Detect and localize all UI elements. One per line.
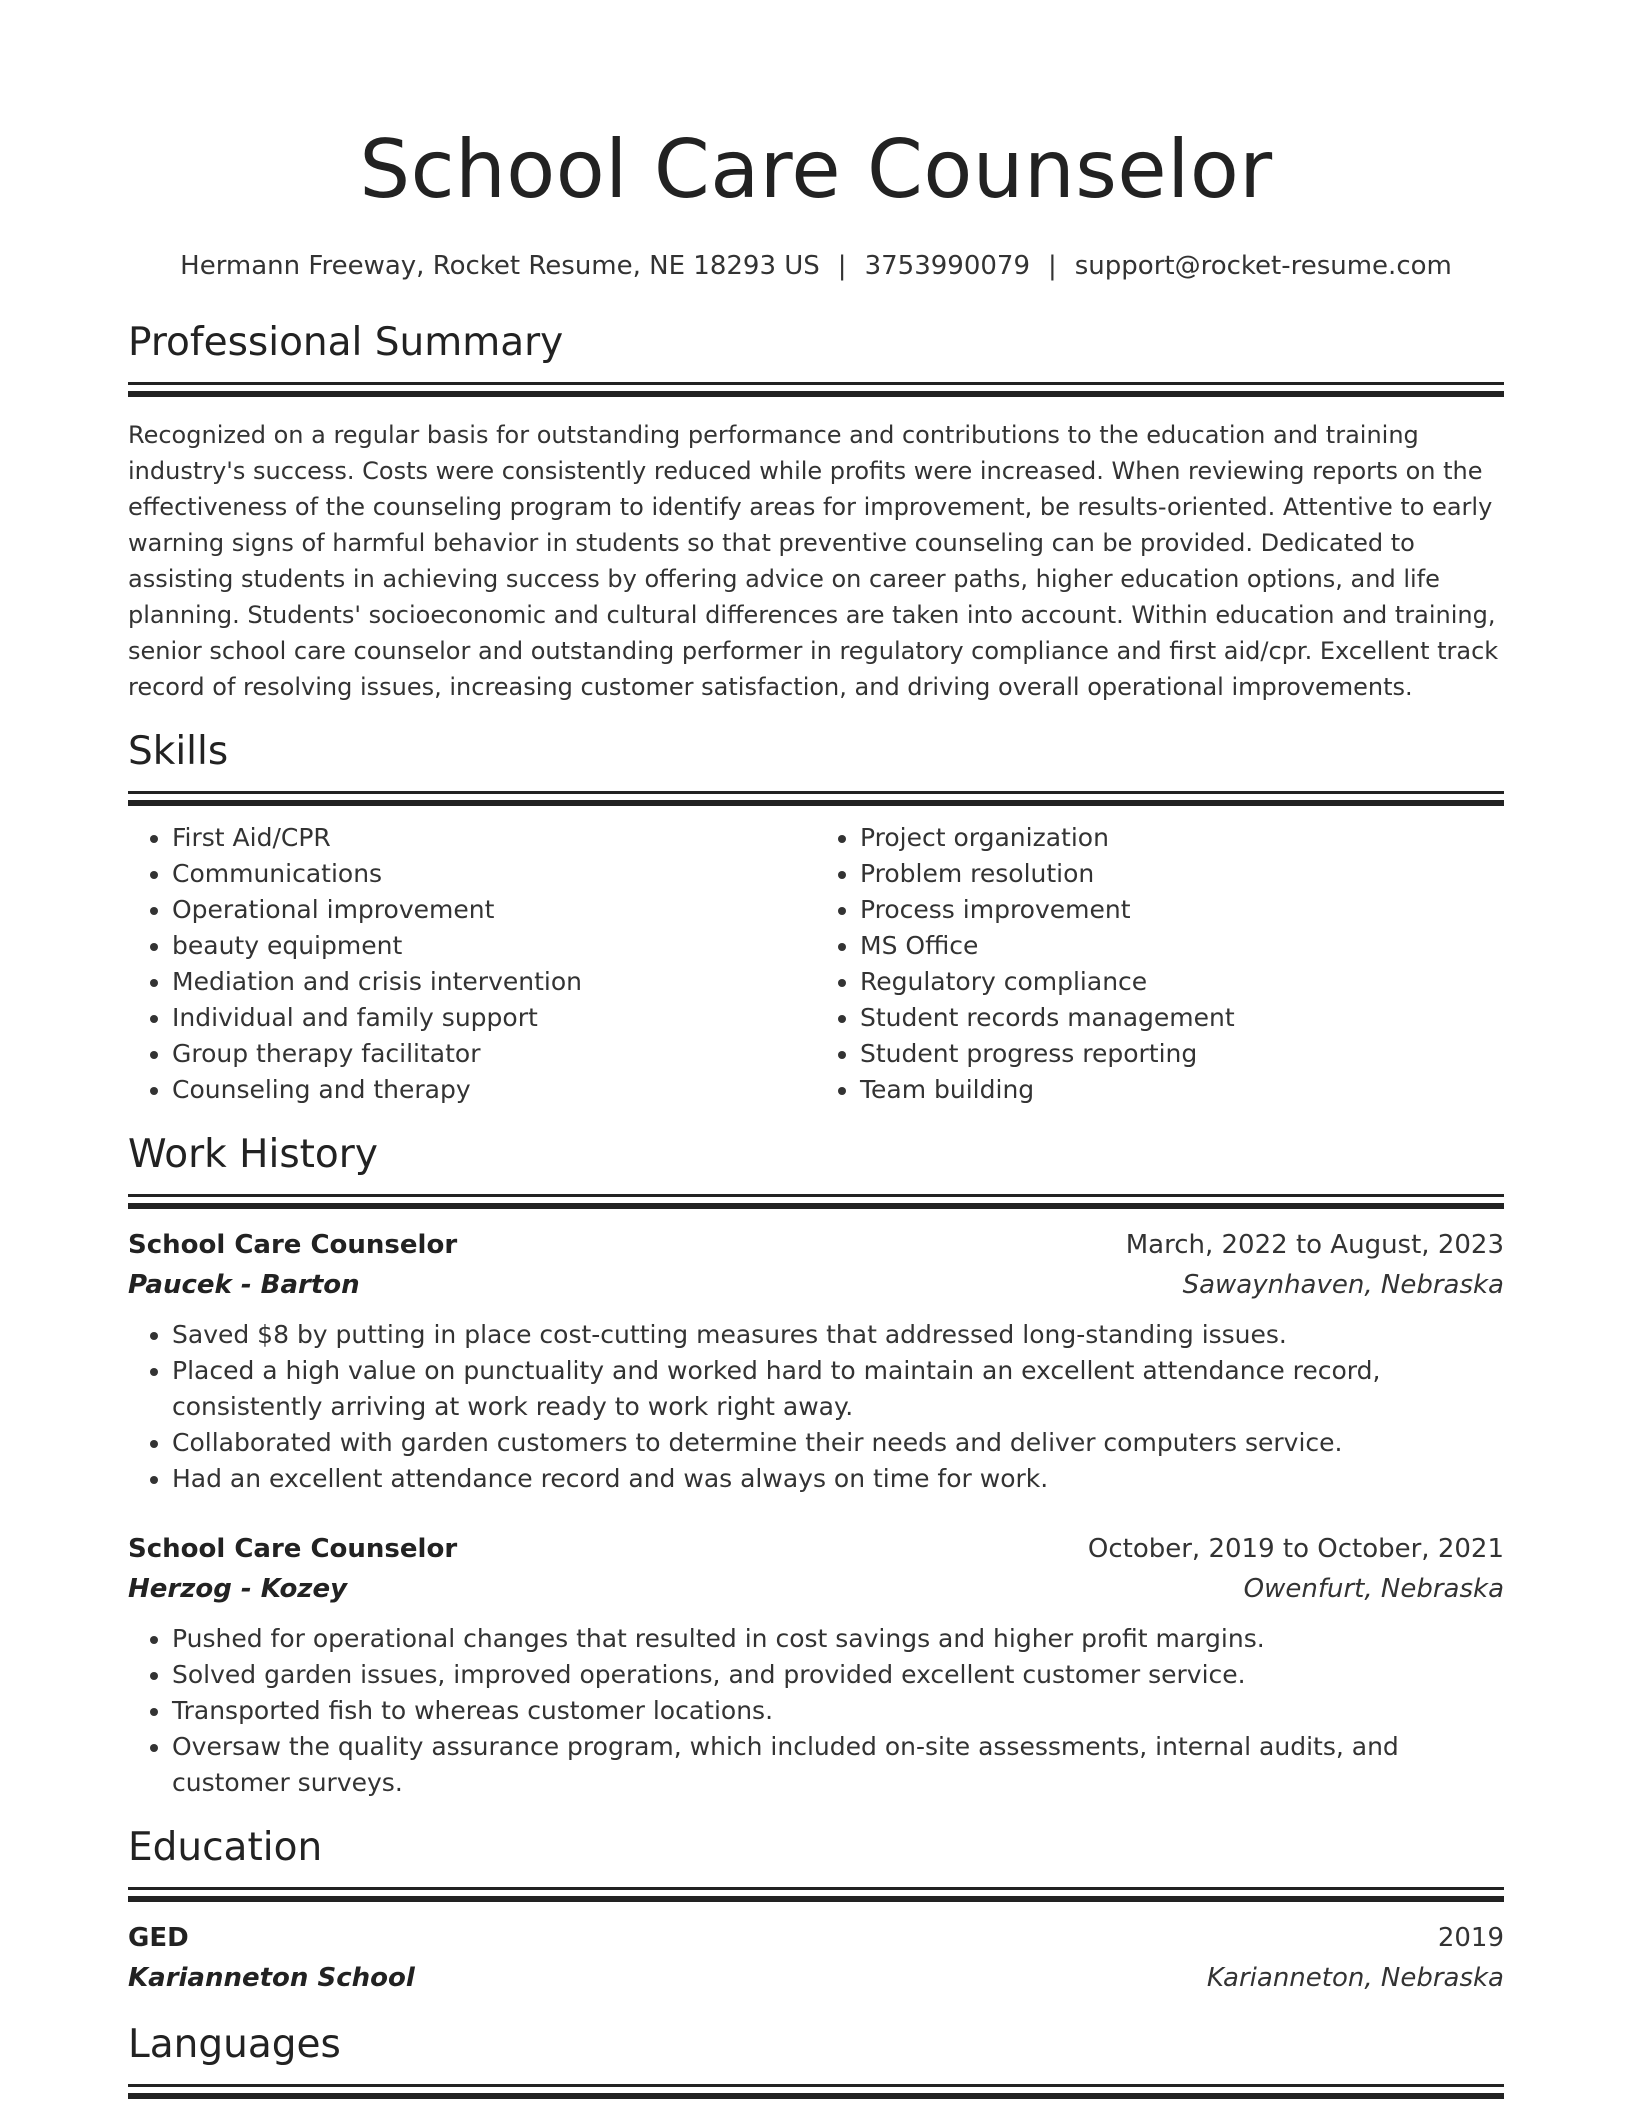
skill-item: • Problem resolution <box>860 856 1504 892</box>
work-section-header <box>128 1130 1504 1209</box>
section-title-skills: Skills <box>128 729 229 774</box>
section-divider <box>128 791 1504 806</box>
job-subheader-row <box>128 1265 1504 1305</box>
job-bullet: • Oversaw the quality assurance program, which included on-site assessments, internal audits, and customer surveys. <box>172 1729 1504 1801</box>
job-dates: March, 2022 to August, 2023 <box>1125 1230 1504 1260</box>
job-entry <box>128 1225 1504 1497</box>
education-location: Karianneton, Nebraska <box>1206 1963 1504 1993</box>
job-bullets <box>128 1621 1504 1801</box>
skill-item: • Individual and family support <box>172 1000 816 1036</box>
summary-section-header <box>128 318 1504 397</box>
skill-item: • Communications <box>172 856 816 892</box>
job-bullet: • Collaborated with garden customers to determine their needs and deliver computers service. <box>172 1425 1504 1461</box>
education-subheader-row <box>128 1958 1504 1998</box>
job-header-row <box>128 1225 1504 1265</box>
section-title-work: Work History <box>128 1132 378 1177</box>
skill-item: • Process improvement <box>860 892 1504 928</box>
job-company: Paucek - Barton <box>128 1270 360 1300</box>
contact-address: Hermann Freeway, Rocket Resume, NE 18293 US <box>180 251 820 281</box>
education-entry <box>128 1918 1504 1998</box>
contact-email: support@rocket-resume.com <box>1074 251 1452 281</box>
contact-separator: | <box>837 251 847 281</box>
section-divider <box>128 1887 1504 1902</box>
resume-title: School Care Counselor <box>359 123 1273 216</box>
skill-item: • Counseling and therapy <box>172 1072 816 1108</box>
skills-section-header <box>128 727 1504 806</box>
skill-item: • Student records management <box>860 1000 1504 1036</box>
skills-column-left <box>128 820 816 1108</box>
section-divider <box>128 382 1504 397</box>
education-school: Karianneton School <box>128 1963 415 1993</box>
skill-item: • beauty equipment <box>172 928 816 964</box>
job-bullet: • Solved garden issues, improved operations, and provided excellent customer service. <box>172 1657 1504 1693</box>
job-title: School Care Counselor <box>128 1230 458 1260</box>
skill-item: • Group therapy facilitator <box>172 1036 816 1072</box>
job-bullet: • Pushed for operational changes that resulted in cost savings and higher profit margins. <box>172 1621 1504 1657</box>
skill-item: • MS Office <box>860 928 1504 964</box>
skill-item: • Team building <box>860 1072 1504 1108</box>
section-title-languages: Languages <box>128 2022 341 2067</box>
section-divider <box>128 1194 1504 1209</box>
job-bullets <box>128 1317 1504 1497</box>
skill-item: • Operational improvement <box>172 892 816 928</box>
section-title-education: Education <box>128 1825 323 1870</box>
skill-item: • Student progress reporting <box>860 1036 1504 1072</box>
job-bullet: • Transported fish to whereas customer locations. <box>172 1693 1504 1729</box>
skill-item: • Regulatory compliance <box>860 964 1504 1000</box>
skill-item: • Project organization <box>860 820 1504 856</box>
skill-item: • Mediation and crisis intervention <box>172 964 816 1000</box>
job-bullet: • Saved $8 by putting in place cost-cutting measures that addressed long-standing issues. <box>172 1317 1504 1353</box>
summary-text: Recognized on a regular basis for outstanding performance and contributions to the education and training industry's success. Costs were consistently reduced while profits were increased. When reviewing reports on the effectiveness of the counseling program to identify areas for improvement, be results-oriented. Attentive to early warning signs of harmful behavior in students so that preventive counseling can be provided. Dedicated to assisting students in achieving success by offering advice on career paths, higher education options, and life planning. Students' socioeconomic and cultural differences are taken into account. Within education and training, senior school care counselor and outstanding performer in regulatory compliance and first aid/cpr. Excellent track record of resolving issues, increasing customer satisfaction, and driving overall operational improvements. <box>128 421 1499 701</box>
job-title: School Care Counselor <box>128 1534 458 1564</box>
section-divider <box>128 2084 1504 2099</box>
job-subheader-row <box>128 1569 1504 1609</box>
education-section-header <box>128 1823 1504 1902</box>
education-header-row <box>128 1918 1504 1958</box>
job-dates: October, 2019 to October, 2021 <box>1087 1534 1504 1564</box>
job-location: Sawaynhaven, Nebraska <box>1182 1270 1504 1300</box>
education-degree: GED <box>128 1923 189 1953</box>
skill-item: • First Aid/CPR <box>172 820 816 856</box>
section-title-summary: Professional Summary <box>128 320 564 365</box>
contact-separator: | <box>1047 251 1057 281</box>
skills-column-right <box>816 820 1504 1108</box>
job-company: Herzog - Kozey <box>128 1574 348 1604</box>
contact-phone: 3753990079 <box>864 251 1030 281</box>
job-location: Owenfurt, Nebraska <box>1243 1574 1504 1604</box>
job-bullet: • Had an excellent attendance record and was always on time for work. <box>172 1461 1504 1497</box>
job-header-row <box>128 1529 1504 1569</box>
education-year: 2019 <box>1437 1923 1504 1953</box>
languages-section-header <box>128 2020 1504 2099</box>
job-bullet: • Placed a high value on punctuality and worked hard to maintain an excellent attendance record, consistently arriving at work ready to work right away. <box>172 1353 1504 1425</box>
job-entry <box>128 1529 1504 1801</box>
skills-list <box>128 820 1504 1108</box>
contact-line <box>128 248 1504 284</box>
